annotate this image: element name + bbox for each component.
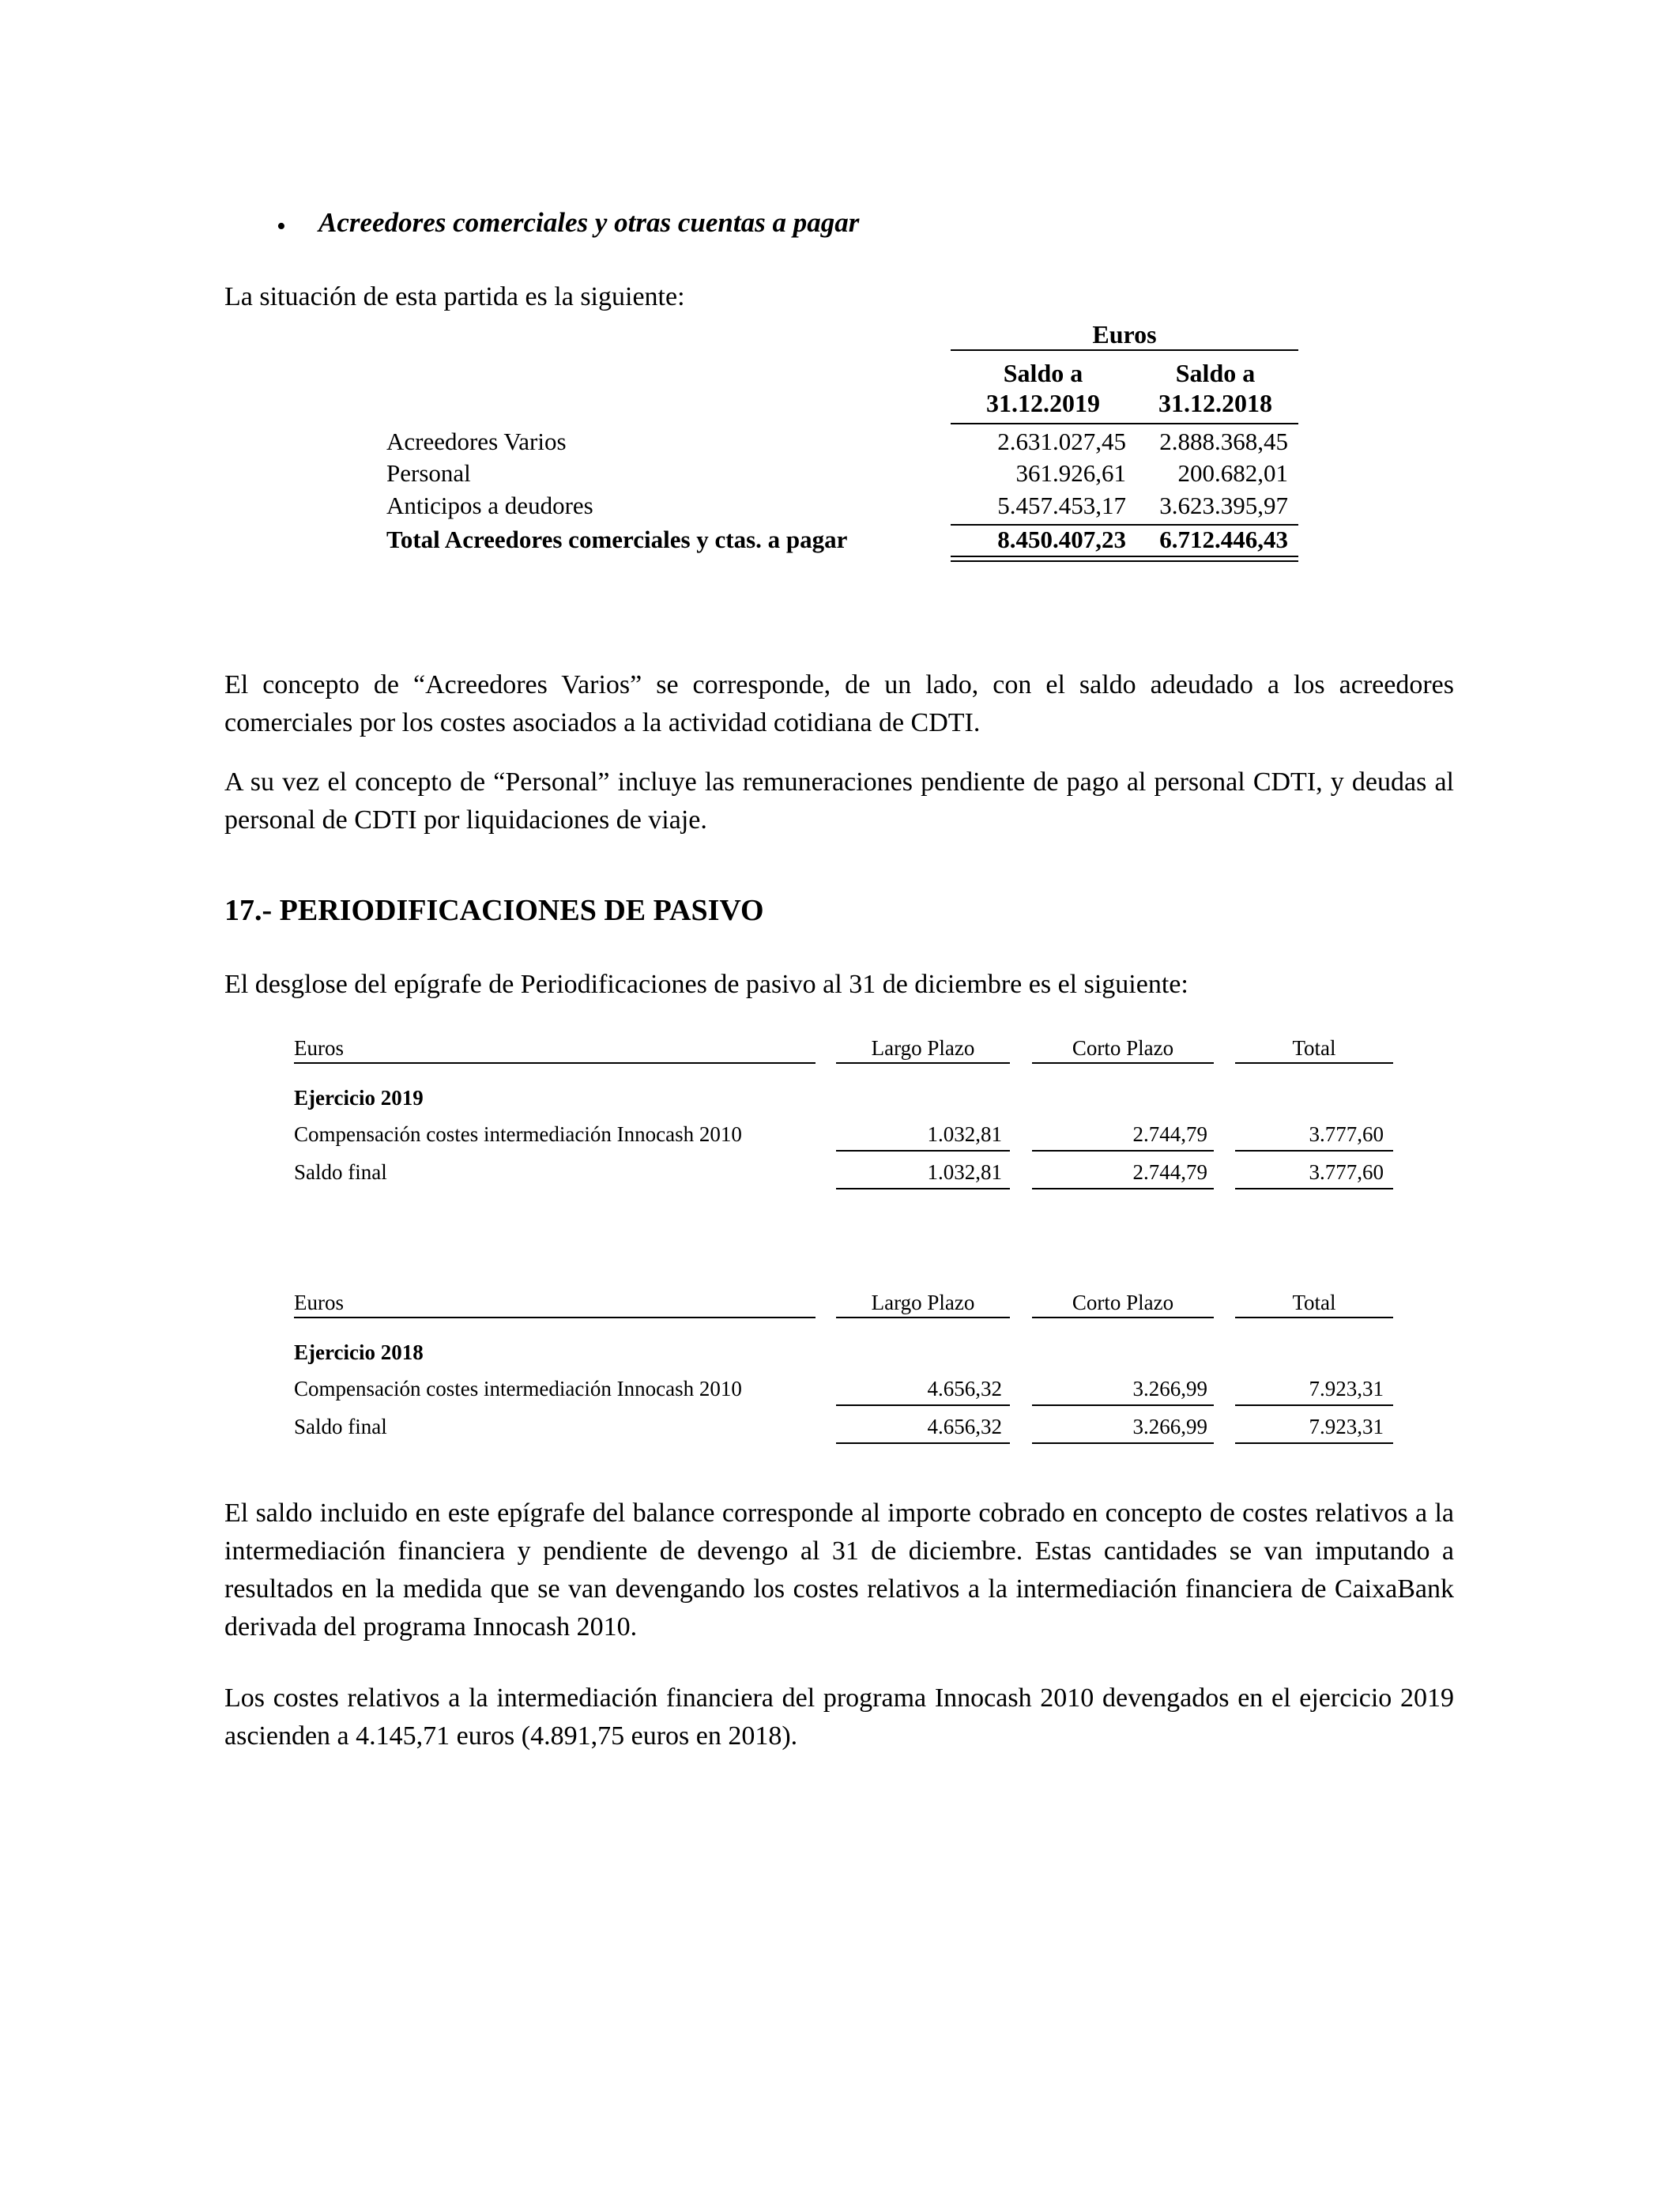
table2019-saldo-largo: 1.032,81 [927,1160,1002,1184]
table1-total-label: Total Acreedores comerciales y ctas. a pagar [386,526,848,553]
table2018-saldo-label: Saldo final [294,1415,387,1438]
table2019-header-euros: Euros [294,1036,344,1060]
table-row-value-2018: 3.623.395,97 [1159,492,1288,519]
table-row-label: Compensación costes intermediación Innocash 2010 [294,1122,742,1146]
table2019-header-rule-corto [1032,1062,1214,1064]
table2019-header-largo: Largo Plazo [871,1036,975,1060]
section-intro: El desglose del epígrafe de Periodificaciones de pasivo al 31 de diciembre es el siguiente: [224,970,1188,999]
table2018-header-rule-corto [1032,1317,1214,1318]
table2019-header-rule-total [1235,1062,1393,1064]
intro-text: La situación de esta partida es la siguiente: [224,282,685,311]
table2018-header-largo: Largo Plazo [871,1291,975,1314]
table2019-saldo-label: Saldo final [294,1160,387,1184]
table1-col1-line2: 31.12.2019 [986,389,1100,417]
table-row-value-2019: 2.631.027,45 [997,428,1126,455]
table2019-saldo-rule-corto [1032,1188,1214,1189]
table2019-header-rule-label [294,1062,816,1064]
table1-group-header: Euros [1092,320,1157,349]
table1-col2-line1: Saldo a [1175,359,1256,387]
paragraph-personal: A su vez el concepto de “Personal” incluye las remuneraciones pendiente de pago al personal CDTI, y deudas al personal de CDTI por liquidaciones de viaje. [224,767,1454,835]
table-row-largo: 4.656,32 [927,1377,1002,1400]
table2019-saldo-corto: 2.744,79 [1132,1160,1207,1184]
table2018-header-total: Total [1292,1291,1336,1314]
table2019-row-rule-largo [836,1150,1010,1152]
table1-subheader-rule [951,423,1298,424]
table2019-saldo-total: 3.777,60 [1309,1160,1384,1184]
table1-col2-line2: 31.12.2018 [1158,389,1272,417]
table2018-saldo-rule-corto [1032,1442,1214,1444]
table1-col1-line1: Saldo a [1003,359,1083,387]
table2018-saldo-rule-largo [836,1442,1010,1444]
table-row-label: Anticipos a deudores [386,492,593,519]
table2019-year: Ejercicio 2019 [294,1086,424,1110]
table2019-row-rule-corto [1032,1150,1214,1152]
table-row-total: 7.923,31 [1309,1377,1384,1400]
table1-header-rule [951,349,1298,351]
table-row-label: Personal [386,459,471,487]
table2019-header-rule-largo [836,1062,1010,1064]
table-row-value-2018: 200.682,01 [1177,459,1288,487]
table-row-value-2019: 361.926,61 [1015,459,1126,487]
table2018-header-rule-total [1235,1317,1393,1318]
bullet-dot: • [277,212,286,241]
table-row-value-2019: 5.457.453,17 [997,492,1126,519]
table-row-corto: 3.266,99 [1132,1377,1207,1400]
table-row-largo: 1.032,81 [927,1122,1002,1146]
table2018-saldo-rule-total [1235,1442,1393,1444]
table1-total-double-rule-2 [951,560,1298,562]
table2019-saldo-rule-largo [836,1188,1010,1189]
table2018-saldo-total: 7.923,31 [1309,1415,1384,1438]
table-row-total: 3.777,60 [1309,1122,1384,1146]
table1-total-2019: 8.450.407,23 [997,526,1126,553]
table2018-header-rule-largo [836,1317,1010,1318]
table2019-header-total: Total [1292,1036,1336,1060]
table-row-label: Acreedores Varios [386,428,567,455]
table-row-label: Compensación costes intermediación Innocash 2010 [294,1377,742,1400]
table2019-saldo-rule-total [1235,1188,1393,1189]
paragraph-saldo: El saldo incluido en este epígrafe del balance corresponde al importe cobrado en concepto de costes relativos a la intermediación financiera y pendiente de devengo al 31 de diciembre. Estas cantidades se van imputando a resultados en la medida que se van devengando los costes relativos a la intermediación financiera de CaixaBank derivada del programa Innocash 2010. [224,1498,1454,1642]
section-title: 17.- PERIODIFICACIONES DE PASIVO [224,894,764,927]
table2018-row-rule-largo [836,1404,1010,1406]
table2018-row-rule-total [1235,1404,1393,1406]
bullet-heading: Acreedores comerciales y otras cuentas a pagar [318,207,860,238]
paragraph-acreedores: El concepto de “Acreedores Varios” se corresponde, de un lado, con el saldo adeudado a los acreedores comerciales por los costes asociados a la actividad cotidiana de CDTI. [224,670,1454,737]
table2018-row-rule-corto [1032,1404,1214,1406]
table-row-value-2018: 2.888.368,45 [1159,428,1288,455]
table2018-saldo-largo: 4.656,32 [927,1415,1002,1438]
table2019-header-corto: Corto Plazo [1072,1036,1174,1060]
table1-total-2018: 6.712.446,43 [1159,526,1288,553]
table-row-corto: 2.744,79 [1132,1122,1207,1146]
table2019-row-rule-total [1235,1150,1393,1152]
paragraph-costes: Los costes relativos a la intermediación financiera del programa Innocash 2010 devengados en el ejercicio 2019 ascienden a 4.145,71 euros (4.891,75 euros en 2018). [224,1683,1454,1751]
table2018-year: Ejercicio 2018 [294,1340,424,1364]
table2018-header-rule-label [294,1317,816,1318]
table2018-saldo-corto: 3.266,99 [1132,1415,1207,1438]
table1-total-double-rule-1 [951,556,1298,557]
table2018-header-euros: Euros [294,1291,344,1314]
table2018-header-corto: Corto Plazo [1072,1291,1174,1314]
